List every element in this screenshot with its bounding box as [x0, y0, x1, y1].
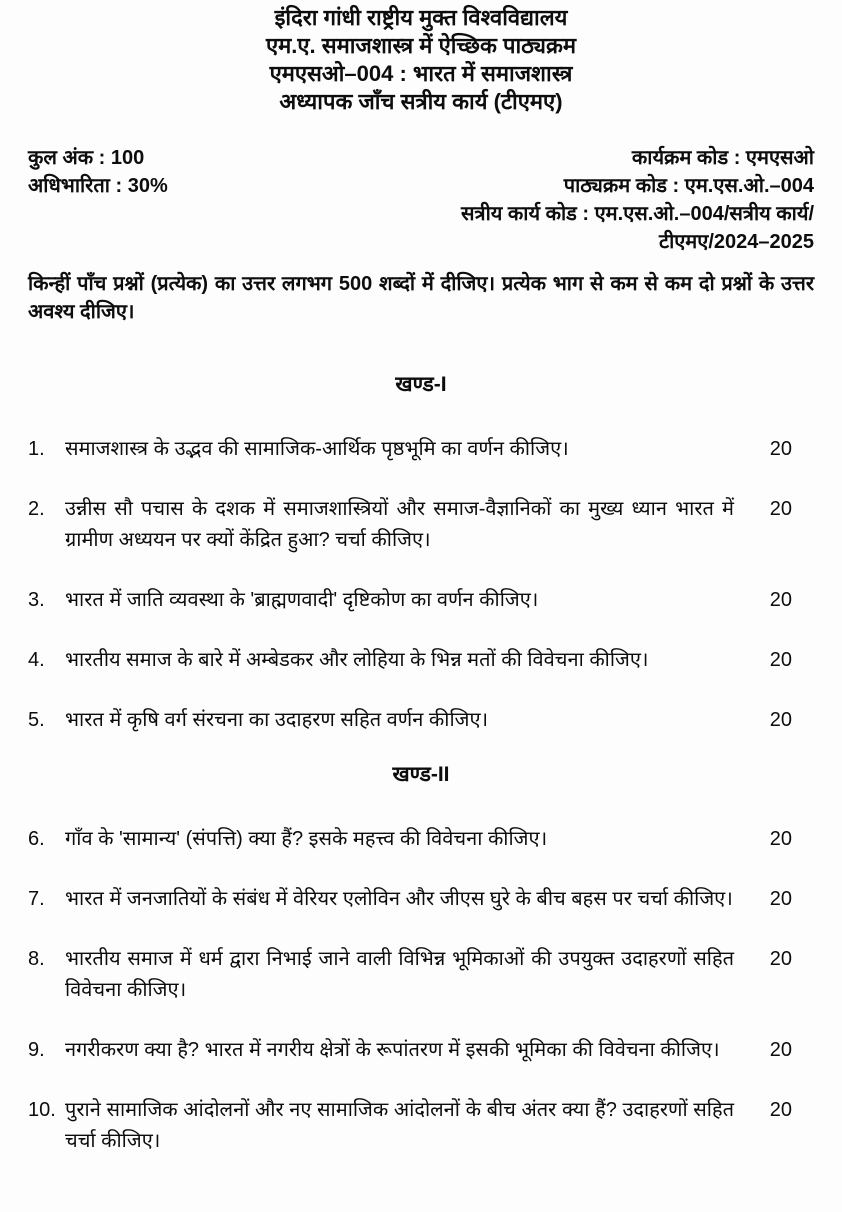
question-text: गाँव के 'सामान्य' (संपत्ति) क्या हैं? इसके महत्त्व की विवेचना कीजिए।	[65, 828, 548, 850]
question-row-3	[28, 585, 814, 616]
section-1-title: खण्ड-I	[395, 373, 447, 396]
section-2-questions	[28, 824, 814, 1157]
question-row-4	[28, 645, 814, 676]
question-text: भारत में जाति व्यवस्था के 'ब्राह्मणवादी' दृष्टिकोण का वर्णन कीजिए।	[65, 589, 539, 611]
question-number: 10.	[28, 1099, 56, 1121]
question-text: भारतीय समाज में धर्म द्वारा निभाई जाने वाली विभिन्न भूमिकाओं की उपयुक्त उदाहरणों सहित विवेचना कीजिए।	[65, 948, 734, 1001]
question-marks: 20	[769, 709, 792, 731]
question-marks: 20	[769, 589, 792, 611]
question-text: भारतीय समाज के बारे में अम्बेडकर और लोहिया के भिन्न मतों की विवेचना कीजिए।	[65, 649, 649, 671]
course-code: पाठ्यक्रम कोड : एम.एस.ओ.–004	[563, 175, 814, 197]
assignment-code-line1: सत्रीय कार्य कोड : एम.एस.ओ.–004/सत्रीय कार्य/	[461, 203, 814, 225]
question-marks: 20	[769, 948, 792, 970]
question-text: उन्नीस सौ पचास के दशक में समाजशास्त्रियों और समाज-वैज्ञानिकों का मुख्य ध्यान भारत में ग्रामीण अध्ययन पर क्यों केंद्रित हुआ? चर्चा कीजिए।	[65, 498, 734, 551]
meta-block	[28, 144, 814, 256]
programme-title: एम.ए. समाजशास्त्र में ऐच्छिक पाठ्यक्रम	[265, 33, 577, 58]
question-row-2	[28, 494, 814, 556]
course-title: एमएसओ–004 : भारत में समाजशास्त्र	[269, 61, 573, 86]
question-number: 5.	[28, 709, 45, 731]
question-number: 2.	[28, 498, 45, 520]
question-text: भारत में जनजातियों के संबंध में वेरियर एलोविन और जीएस घुरे के बीच बहस पर चर्चा कीजिए।	[65, 888, 733, 910]
section-1-questions	[28, 434, 814, 736]
question-row-6	[28, 824, 814, 855]
question-number: 7.	[28, 888, 45, 910]
question-text: समाजशास्त्र के उद्भव की सामाजिक-आर्थिक पृष्ठभूमि का वर्णन कीजिए।	[65, 438, 569, 460]
question-number: 9.	[28, 1039, 45, 1061]
question-row-1	[28, 434, 814, 465]
question-row-8	[28, 944, 814, 1006]
question-marks: 20	[769, 828, 792, 850]
question-marks: 20	[769, 438, 792, 460]
weightage: अधिभारिता : 30%	[28, 175, 168, 197]
question-number: 1.	[28, 438, 45, 460]
question-number: 3.	[28, 589, 45, 611]
question-number: 6.	[28, 828, 45, 850]
question-text: भारत में कृषि वर्ग संरचना का उदाहरण सहित वर्णन कीजिए।	[65, 709, 489, 731]
question-marks: 20	[769, 649, 792, 671]
assignment-type: अध्यापक जाँच सत्रीय कार्य (टीएमए)	[279, 89, 563, 114]
question-text: नगरीकरण क्या है? भारत में नगरीय क्षेत्रों के रूपांतरण में इसकी भूमिका की विवेचना कीजिए।	[65, 1039, 720, 1061]
question-marks: 20	[769, 498, 792, 520]
question-row-10	[28, 1095, 814, 1157]
question-number: 4.	[28, 649, 45, 671]
instructions-text: किन्हीं पाँच प्रश्नों (प्रत्येक) का उत्तर लगभग 500 शब्दों में दीजिए। प्रत्येक भाग से कम से कम दो प्रश्नों के उत्तर अवश्य दीजिए।	[28, 273, 814, 323]
section-2-title: खण्ड-II	[392, 763, 450, 786]
university-name: इंदिरा गांधी राष्ट्रीय मुक्त विश्वविद्यालय	[274, 5, 568, 30]
meta-right-column	[168, 144, 814, 256]
meta-left-column	[28, 144, 168, 256]
assignment-code-line2: टीएमए/2024–2025	[658, 231, 814, 253]
question-marks: 20	[769, 1099, 792, 1121]
question-row-5	[28, 705, 814, 736]
question-marks: 20	[769, 1039, 792, 1061]
question-row-7	[28, 884, 814, 915]
question-row-9	[28, 1035, 814, 1066]
total-marks: कुल अंक : 100	[28, 147, 145, 169]
question-marks: 20	[769, 888, 792, 910]
document-header	[28, 4, 814, 116]
question-text: पुराने सामाजिक आंदोलनों और नए सामाजिक आंदोलनों के बीच अंतर क्या हैं? उदाहरणों सहित चर्चा कीजिए।	[65, 1099, 734, 1152]
question-number: 8.	[28, 948, 45, 970]
programme-code: कार्यक्रम कोड : एमएसओ	[631, 147, 814, 169]
